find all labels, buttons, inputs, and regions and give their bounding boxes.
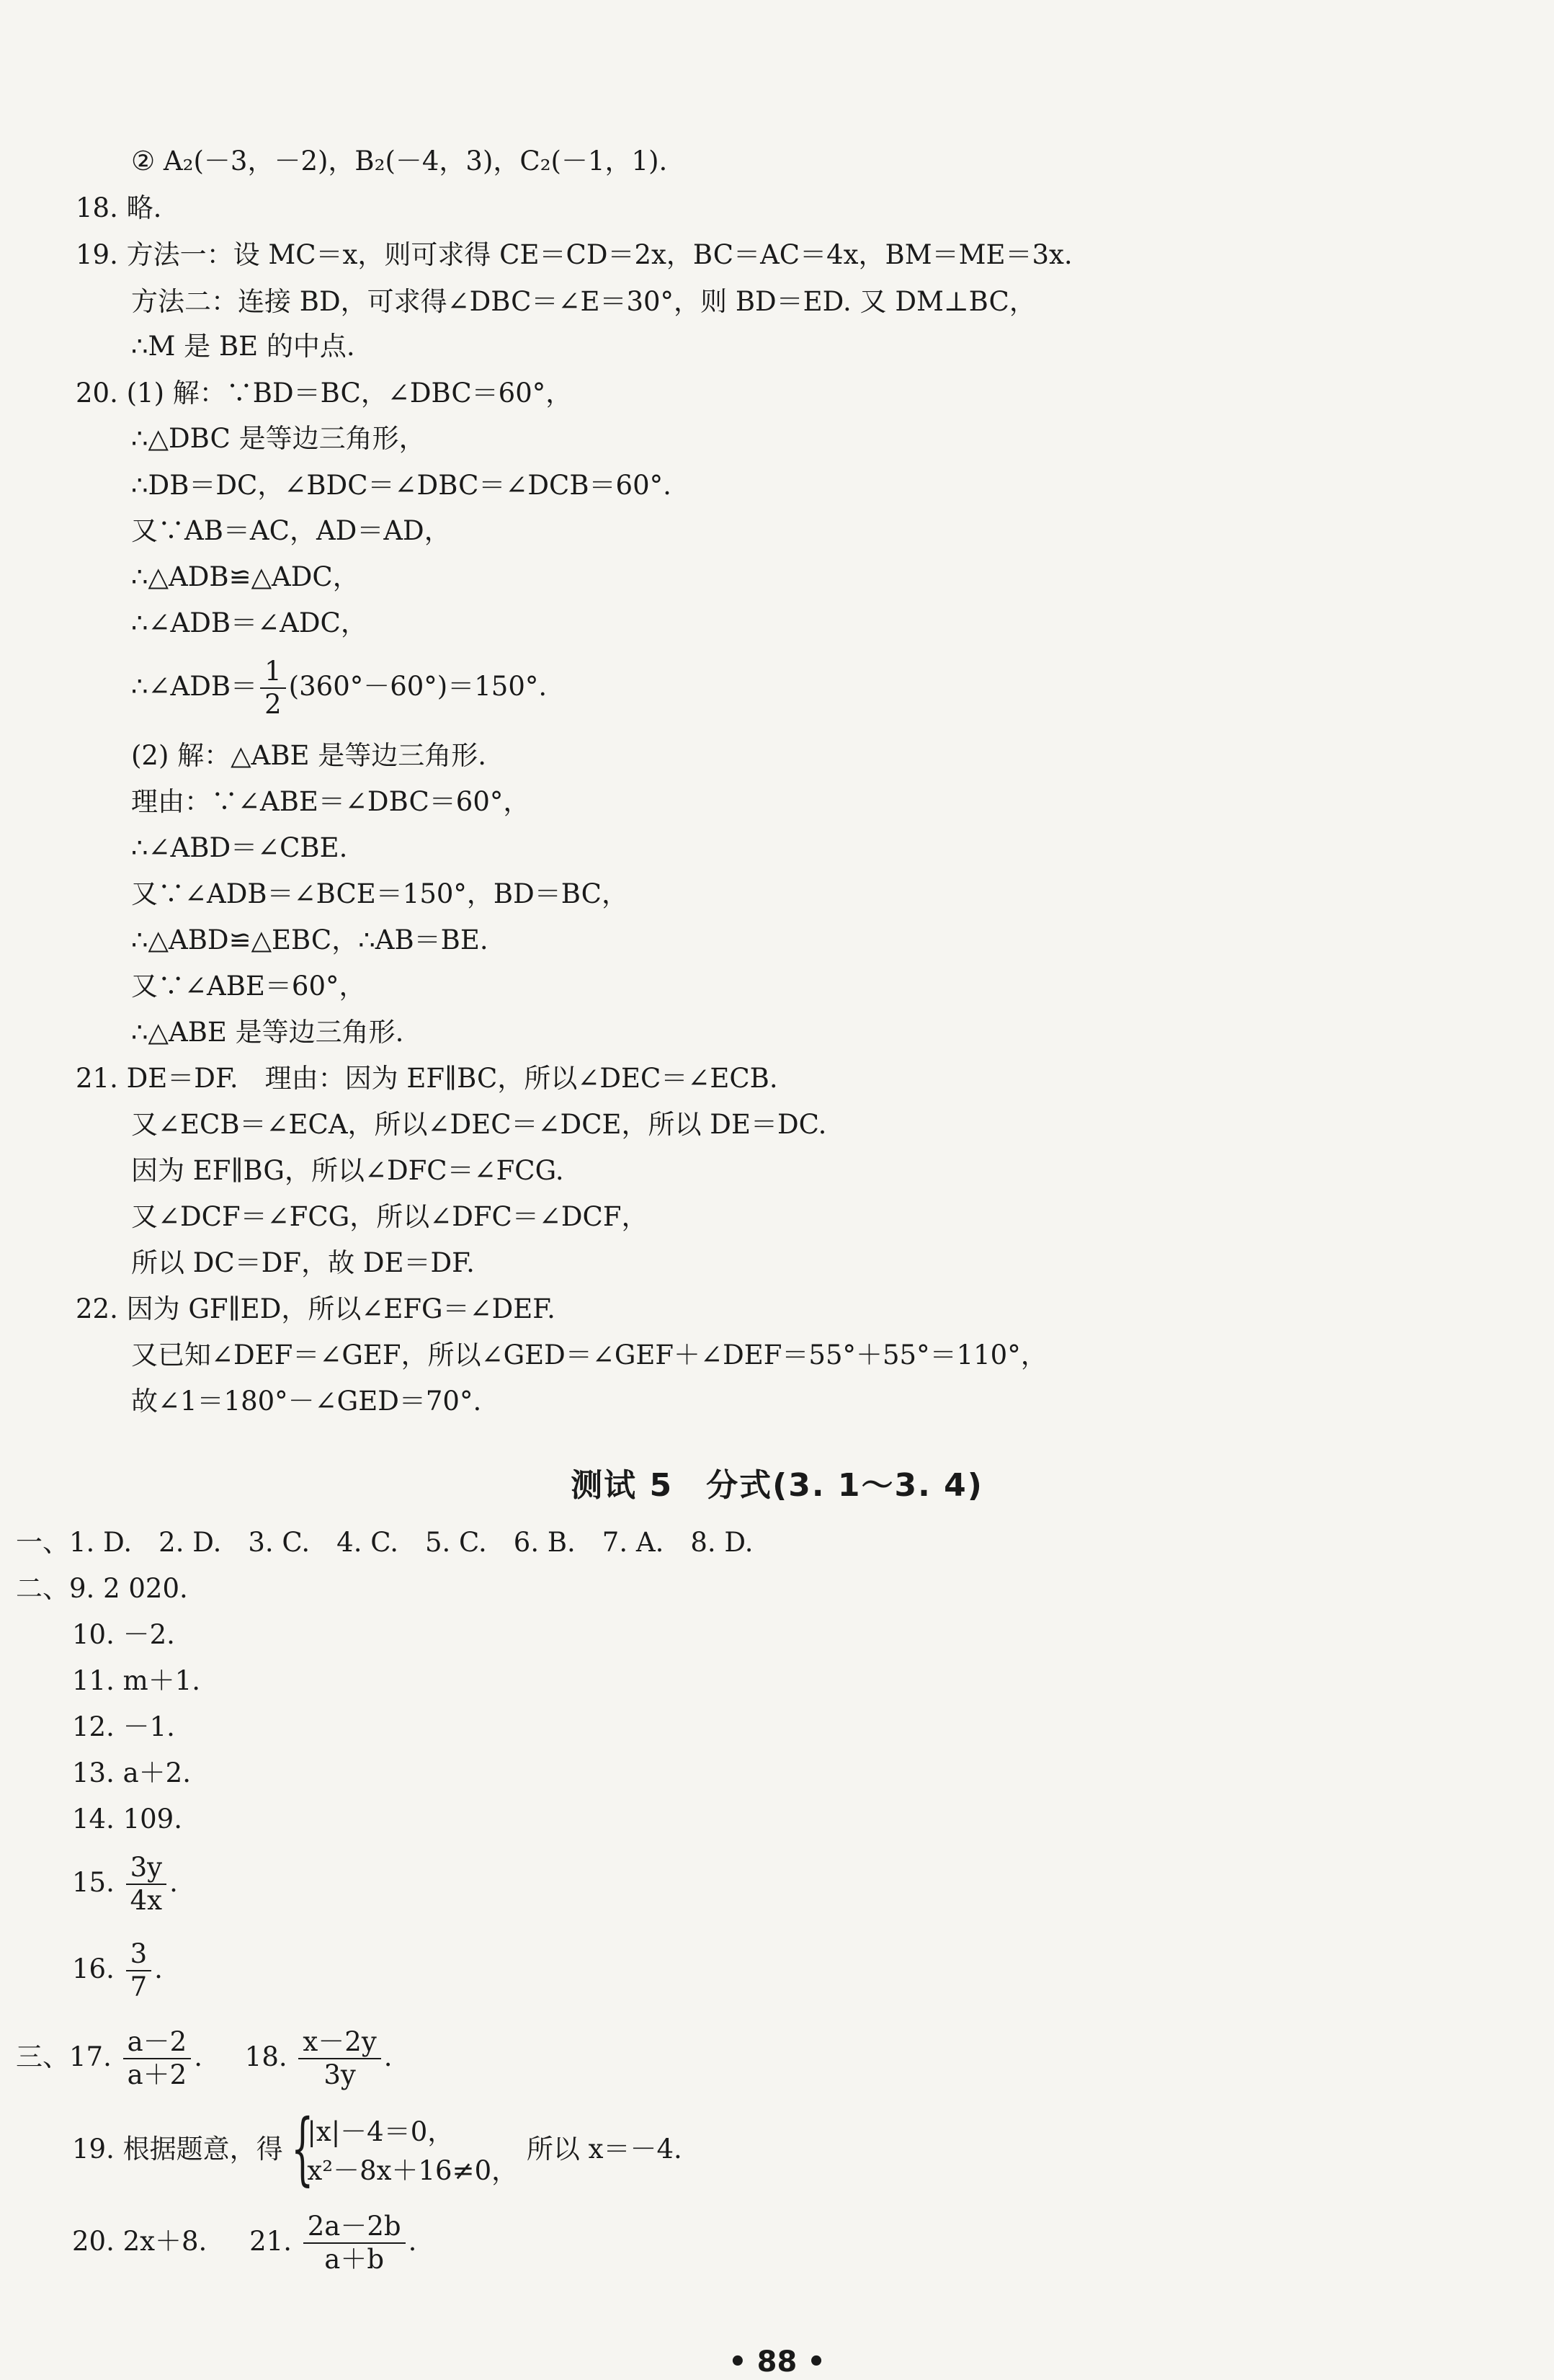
text-line: ∴△DBC 是等边三角形， bbox=[131, 423, 426, 454]
text-line: ∴DB＝DC，∠BDC＝∠DBC＝∠DCB＝60°. bbox=[131, 470, 671, 501]
left-brace-icon: { bbox=[291, 2102, 314, 2194]
page-number: • 88 • bbox=[728, 2345, 826, 2379]
text-line: ∴△ABE 是等边三角形. bbox=[131, 1017, 404, 1048]
text-line: 又∠DCF＝∠FCG，所以∠DFC＝∠DCF， bbox=[131, 1201, 648, 1232]
answer-20-21 bbox=[72, 2211, 416, 2276]
numerator: 2a－2b bbox=[303, 2211, 406, 2244]
section-title: 测试 5 分式(3. 1～3. 4) bbox=[571, 1467, 983, 1504]
denominator: 4x bbox=[130, 1885, 163, 1917]
text-line: 18. 略. bbox=[76, 192, 162, 223]
suffix: . bbox=[408, 2225, 417, 2257]
numerator: 3y bbox=[126, 1852, 166, 1885]
text-line: 22. 因为 GF∥ED，所以∠EFG＝∠DEF. bbox=[76, 1293, 555, 1324]
text-line: 方法二：连接 BD，可求得∠DBC＝∠E＝30°，则 BD＝ED. 又 DM⊥BC， bbox=[131, 286, 1036, 317]
fraction bbox=[303, 2211, 406, 2276]
question-label: 19. 根据题意，得 bbox=[72, 2134, 283, 2165]
answer-line: 14. 109. bbox=[72, 1804, 182, 1835]
text-line: 20. (1) 解：∵BD＝BC，∠DBC＝60°， bbox=[76, 378, 573, 409]
answer-15 bbox=[72, 1852, 178, 1917]
text-line: 因为 EF∥BG，所以∠DFC＝∠FCG. bbox=[131, 1155, 564, 1186]
denominator: a＋2 bbox=[127, 2059, 187, 2091]
answer-19 bbox=[72, 2102, 682, 2194]
answer-line: 11. m＋1. bbox=[72, 1665, 200, 1696]
text-line: ∴∠ADB＝∠ADC， bbox=[131, 607, 367, 638]
text-line: 故∠1＝180°－∠GED＝70°. bbox=[131, 1386, 482, 1417]
fraction bbox=[126, 1938, 152, 2004]
numerator: a－2 bbox=[123, 2026, 192, 2059]
answer-line: 一、1. D. 2. D. 3. C. 4. C. 5. C. 6. B. 7. A. 8. D. bbox=[16, 1527, 754, 1558]
system-row: |x|－4＝0， bbox=[307, 2116, 455, 2147]
suffix: . bbox=[154, 1953, 163, 1984]
answer-line: 10. －2. bbox=[72, 1619, 175, 1650]
question-label: 三、17. bbox=[16, 2041, 112, 2072]
denominator: 3y bbox=[323, 2059, 356, 2091]
question-label: 21. bbox=[249, 2225, 292, 2257]
denominator: 2 bbox=[264, 689, 282, 721]
numerator: 3 bbox=[126, 1938, 152, 1971]
suffix: . bbox=[383, 2041, 393, 2072]
text-line: 又已知∠DEF＝∠GEF，所以∠GED＝∠GEF＋∠DEF＝55°＋55°＝110°， bbox=[131, 1340, 1048, 1370]
equation-suffix: (360°－60°)＝150°. bbox=[288, 670, 548, 702]
question-label: 18. bbox=[244, 2041, 287, 2072]
question-label: 15. bbox=[72, 1866, 115, 1898]
answer-line: 12. －1. bbox=[72, 1711, 175, 1742]
text-line: ∴∠ABD＝∠CBE. bbox=[131, 832, 348, 863]
denominator: a＋b bbox=[324, 2244, 385, 2276]
suffix: 所以 x＝－4. bbox=[526, 2134, 682, 2165]
suffix: . bbox=[194, 2041, 202, 2072]
fraction-equation bbox=[131, 656, 547, 721]
fraction bbox=[123, 2026, 192, 2092]
answer-17-18 bbox=[16, 2026, 392, 2092]
text-line: 21. DE＝DF. 理由：因为 EF∥BC，所以∠DEC＝∠ECB. bbox=[76, 1063, 778, 1094]
answer-line: 13. a＋2. bbox=[72, 1757, 191, 1788]
denominator: 7 bbox=[130, 1971, 148, 2003]
numerator: 1 bbox=[260, 656, 286, 689]
text-line: ∴M 是 BE 的中点. bbox=[131, 331, 355, 362]
text-line: (2) 解：△ABE 是等边三角形. bbox=[131, 740, 487, 771]
text-line: 又∵∠ADB＝∠BCE＝150°，BD＝BC， bbox=[131, 878, 628, 909]
system-row: x²－8x＋16≠0， bbox=[307, 2154, 519, 2186]
numerator: x－2y bbox=[298, 2026, 380, 2059]
text-line: ② A₂(－3，－2)，B₂(－4，3)，C₂(－1，1). bbox=[131, 146, 668, 177]
text-line: ∴△ADB≌△ADC， bbox=[131, 561, 360, 592]
answer-20: 20. 2x＋8. bbox=[72, 2225, 207, 2257]
equation-system bbox=[291, 2102, 519, 2194]
text-line: 又∵AB＝AC，AD＝AD， bbox=[131, 515, 451, 546]
text-line: 又∠ECB＝∠ECA，所以∠DEC＝∠DCE，所以 DE＝DC. bbox=[131, 1109, 827, 1140]
fraction bbox=[126, 1852, 166, 1917]
equation-prefix: ∴∠ADB＝ bbox=[131, 670, 258, 702]
question-label: 16. bbox=[72, 1953, 115, 1984]
text-line: 所以 DC＝DF，故 DE＝DF. bbox=[131, 1247, 475, 1278]
answer-line: 二、9. 2 020. bbox=[16, 1573, 188, 1604]
fraction bbox=[298, 2026, 380, 2092]
answer-16 bbox=[72, 1938, 163, 2004]
text-line: 理由：∵∠ABE＝∠DBC＝60°， bbox=[131, 786, 530, 817]
text-line: ∴△ABD≌△EBC，∴AB＝BE. bbox=[131, 924, 488, 955]
fraction bbox=[260, 656, 286, 721]
text-line: 又∵∠ABE＝60°， bbox=[131, 971, 366, 1002]
suffix: . bbox=[169, 1866, 178, 1898]
text-line: 19. 方法一：设 MC＝x，则可求得 CE＝CD＝2x，BC＝AC＝4x，BM＝ME＝3x. bbox=[76, 239, 1073, 270]
